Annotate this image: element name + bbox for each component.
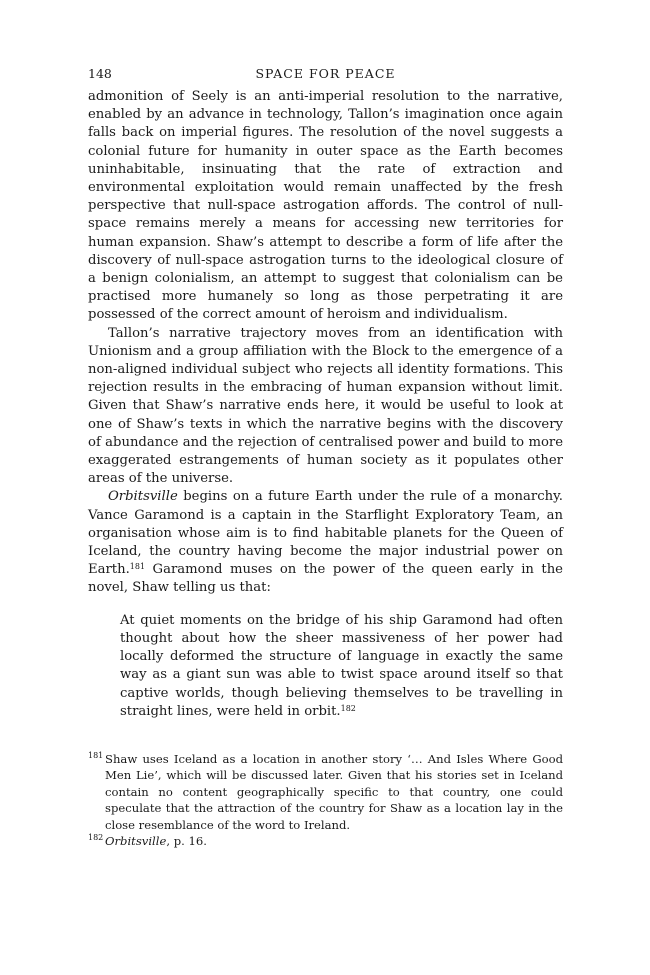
footnote-ref-182[interactable]: 182 [340, 703, 356, 713]
running-head: SPACE FOR PEACE [255, 66, 396, 81]
paragraph-2: Tallon’s narrative trajectory moves from an identification with Unionism and a group affiliation with the Block to the emergence of a non-aligned individual subject who rejects all identity formations. This rejection results in the embracing of human expansion without limit. Given that Shaw’s narrative ends here, it would be useful to look at one of Shaw’s texts in which the narrative begins with the discovery of abundance and the rejection of centralised power and build to more exaggerated estrangements of human society as it populates other areas of the universe. [88, 325, 563, 487]
footnotes [88, 751, 563, 849]
page-number: 148 [88, 66, 112, 81]
paragraph-3-text-b: Garamond muses on the power of the queen early in the novel, Shaw telling us that: [88, 562, 563, 596]
footnote-mark: 182 [88, 832, 104, 842]
block-quote-text: At quiet moments on the bridge of his ship Garamond had often thought about how the sheer massiveness of her power had locally deformed the structure of language in exactly the same way as a giant sun was able to twist space around itself so that captive worlds, though believing themselves to be travelling in straight lines, were held in orbit. [120, 612, 563, 719]
page-header [88, 66, 563, 88]
footnote-181 [88, 751, 563, 833]
paragraph-1: admonition of Seely is an anti-imperial resolution to the narrative, enabled by an advance in technology, Tallon’s imagination once again falls back on imperial figures. The resolution of the novel suggests a colonial future for humanity in outer space as the Earth becomes uninhabitable, insinuating that the rate of extraction and environmental exploitation would remain unaffected by the fresh perspective that null-space astrogation affords. The control of null-space remains merely a means for accessing new territories for human expansion. Shaw’s attempt to describe a form of life after the discovery of null-space astrogation turns to the ideological closure of a benign colonialism, an attempt to suggest that colonialism can be practised more humanely so long as those perpetrating it are possessed of the correct amount of heroism and individualism. [88, 89, 563, 323]
body-text [88, 88, 563, 598]
footnote-ref-181[interactable]: 181 [129, 562, 146, 572]
footnote-book-title: Orbitsville [105, 833, 167, 848]
block-quote [120, 612, 563, 721]
footnote-text: Shaw uses Iceland as a location in another story ‘… And Isles Where Good Men Lie’, which will be discussed later. Given that his stories set in Iceland contain no content geographically specific to that country, one could speculate that the attraction of the country for Shaw as a location lay in the close resemblance of the word to Ireland. [105, 751, 563, 832]
paragraph-3-text-a: begins on a future Earth under the rule of a monarchy. Vance Garamond is a captain in the Starflight Exploratory Team, an organisation whose aim is to find habitable planets for the Queen of Iceland, the country having become the major industrial power on Earth. [88, 489, 563, 578]
footnote-182 [88, 833, 563, 849]
book-title-orbitsville: Orbitsville [108, 489, 178, 505]
footnote-text: , p. 16. [166, 833, 207, 848]
footnote-mark: 181 [88, 750, 104, 760]
paragraph-3 [88, 488, 563, 597]
book-page [88, 66, 563, 849]
